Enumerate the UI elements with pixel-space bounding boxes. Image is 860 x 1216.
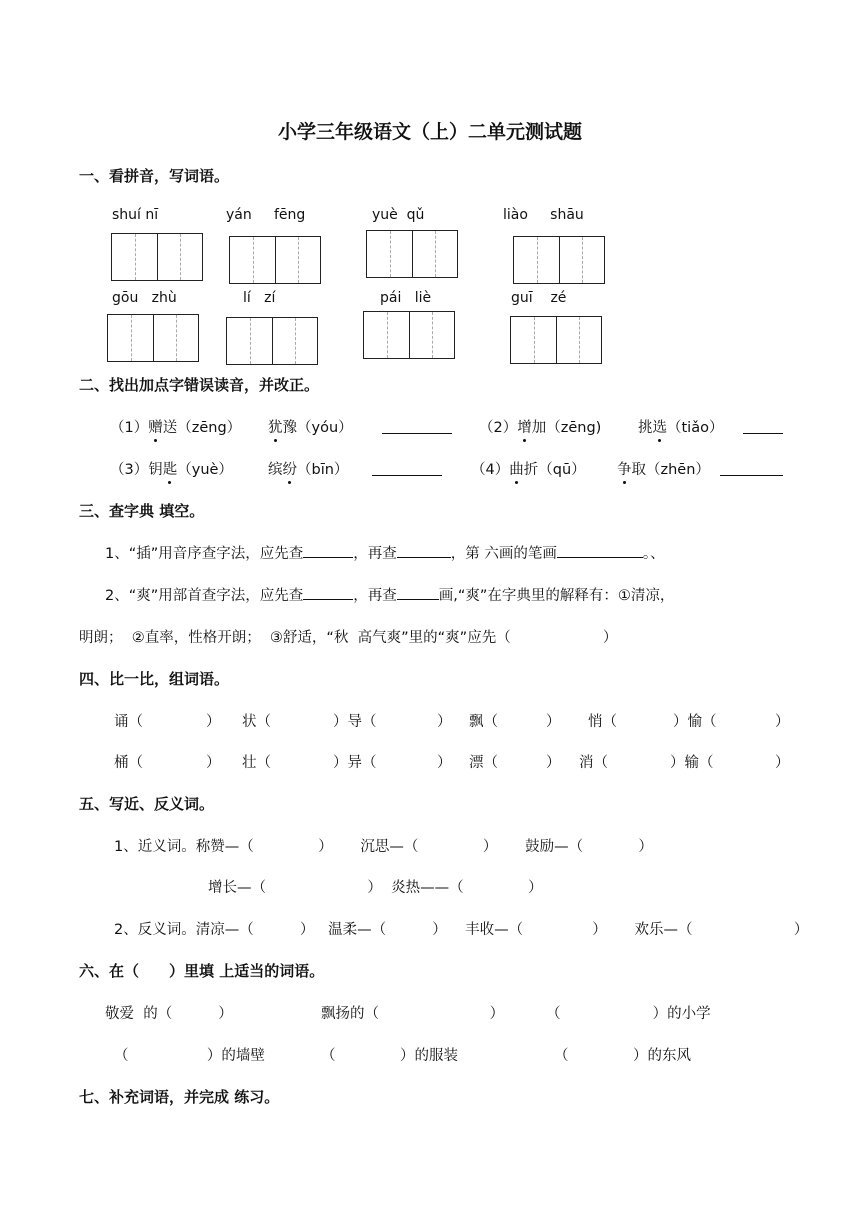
q6-item: （ ）的服装 (321, 1048, 459, 1064)
writing-grid[interactable] (510, 316, 602, 364)
q4-char: ）输（ (670, 755, 714, 771)
q4-char: 壮（ (242, 755, 271, 771)
q6-item: 敬爱 的（ ） (105, 1006, 233, 1022)
q6-item: （ ）的小学 (546, 1006, 711, 1022)
q4-char: 诵（ (114, 714, 143, 730)
q3-text: 2、“爽”用部首查字法，应先查 (105, 588, 304, 604)
q2-item-3b (268, 458, 348, 479)
q2-text: （yuè） (177, 462, 233, 478)
writing-grid[interactable] (111, 233, 203, 281)
dotted-char: 争 (617, 458, 632, 479)
q4-paren: ） (775, 714, 790, 730)
answer-blank[interactable] (720, 461, 783, 476)
q3-text: ，再查 (353, 588, 397, 604)
q2-num: （2） (479, 420, 518, 436)
section-1-heading: 一、看拼音，写词语。 (79, 167, 230, 185)
q3-text: 。、 (642, 546, 665, 562)
section-5-heading: 五、写近、反义词。 (79, 795, 215, 813)
q2-text: 取（zhēn） (631, 462, 710, 478)
q4-char: 飘（ (469, 714, 498, 730)
q2-item-4b (617, 458, 710, 479)
pinyin-2: yán fēng (226, 207, 306, 223)
q4-char: 漂（ (469, 755, 498, 771)
dotted-char: 匙 (163, 458, 178, 479)
answer-blank[interactable] (303, 543, 353, 558)
q2-item-2 (479, 416, 601, 437)
q4-char: 悄（ (588, 714, 617, 730)
q6-item: 飘扬的（ ） (321, 1006, 505, 1022)
q3-line-1 (105, 542, 665, 563)
writing-grid[interactable] (366, 230, 458, 278)
q2-num: （1） (110, 420, 149, 436)
page-title: 小学三年级语文（上）二单元测试题 (277, 121, 582, 143)
q5-synonyms-line-1: 1、近义词。称赞—（ ） 沉思—（ ） 鼓励—（ ） (114, 839, 653, 855)
answer-blank[interactable] (372, 461, 442, 476)
pinyin-3: yuè qǔ (372, 207, 425, 223)
q2-text: 加（zēng) (531, 420, 602, 436)
dotted-char: 曲 (509, 458, 524, 479)
pinyin-7: pái liè (380, 290, 432, 306)
q4-char: 桶（ (114, 755, 143, 771)
answer-blank[interactable] (382, 419, 452, 434)
q4-paren: ） (206, 714, 221, 730)
section-6-heading: 六、在（ ）里填 上适当的词语。 (79, 962, 325, 980)
writing-grid[interactable] (226, 317, 318, 365)
section-7-heading: 七、补充词语，并完成 练习。 (79, 1088, 280, 1106)
answer-blank[interactable] (397, 585, 439, 600)
q4-paren: ） (775, 755, 790, 771)
q4-char: ）异（ (333, 755, 377, 771)
answer-blank[interactable] (397, 543, 451, 558)
q3-line-3: 明朗； ②直率，性格开朗； ③舒适，“秋 高气爽”里的“爽”应先（ ） (79, 630, 618, 646)
writing-grid[interactable] (107, 314, 199, 362)
q4-paren: ） (546, 755, 561, 771)
q2-text: （bīn） (297, 462, 349, 478)
pinyin-4: liào shāu (503, 207, 584, 223)
writing-grid[interactable] (363, 311, 455, 359)
answer-blank[interactable] (303, 585, 353, 600)
dotted-char: 增 (517, 416, 532, 437)
section-4-heading: 四、比一比，组词语。 (79, 670, 230, 688)
q6-item: （ ）的东风 (554, 1048, 692, 1064)
q4-char: ）导（ (333, 714, 377, 730)
q2-item-4 (471, 458, 586, 479)
q2-item-1 (110, 416, 241, 437)
q2-text: 挑 (638, 420, 653, 436)
q2-num: （4） (471, 462, 510, 478)
q4-char: ）愉（ (673, 714, 717, 730)
writing-grid[interactable] (229, 236, 321, 284)
q2-text: 折（qū） (523, 462, 586, 478)
q4-paren: ） (206, 755, 221, 771)
q4-char: 状（ (242, 714, 271, 730)
q2-text: （3）钥 (110, 462, 163, 478)
q2-text: 豫（yóu） (282, 420, 353, 436)
q3-text: ，第 六画的笔画 (450, 546, 557, 562)
q6-item: （ ）的墙壁 (114, 1048, 265, 1064)
q2-text: 送（zēng） (162, 420, 242, 436)
pinyin-1: shuí nī (112, 207, 159, 223)
q5-antonyms-line: 2、反义词。清凉—（ ） 温柔—（ ） 丰收—（ ） 欢乐—（ ） (114, 922, 809, 938)
q2-text: 缤 (268, 462, 283, 478)
q3-text: 1、“插”用音序查字法，应先查 (105, 546, 304, 562)
q3-text: 画,“爽”在字典里的解释有：①清凉， (438, 588, 675, 604)
pinyin-5: gōu zhù (112, 290, 177, 306)
q4-paren: ） (437, 714, 452, 730)
answer-blank[interactable] (557, 543, 643, 558)
q2-item-2b (638, 416, 723, 437)
section-3-heading: 三、查字典 填空。 (79, 502, 205, 520)
q4-paren: ） (546, 714, 561, 730)
q4-char: 消（ (579, 755, 608, 771)
dotted-char: 犹 (268, 416, 283, 437)
q2-item-3 (110, 458, 233, 479)
dotted-char: 赠 (148, 416, 163, 437)
writing-grid[interactable] (513, 236, 605, 284)
pinyin-6: lí zí (243, 290, 276, 306)
q3-line-2 (105, 584, 674, 605)
dotted-char: 选 (653, 416, 668, 437)
q2-item-1b (268, 416, 353, 437)
dotted-char: 纷 (283, 458, 298, 479)
section-2-heading: 二、找出加点字错误读音，并改正。 (79, 376, 320, 394)
pinyin-8: guī zé (511, 290, 567, 306)
q4-paren: ） (437, 755, 452, 771)
answer-blank[interactable] (743, 419, 783, 434)
q2-text: （tiǎo） (667, 420, 724, 436)
q5-synonyms-line-2: 增长—（ ） 炎热——（ ） (208, 880, 543, 896)
q3-text: ，再查 (353, 546, 397, 562)
